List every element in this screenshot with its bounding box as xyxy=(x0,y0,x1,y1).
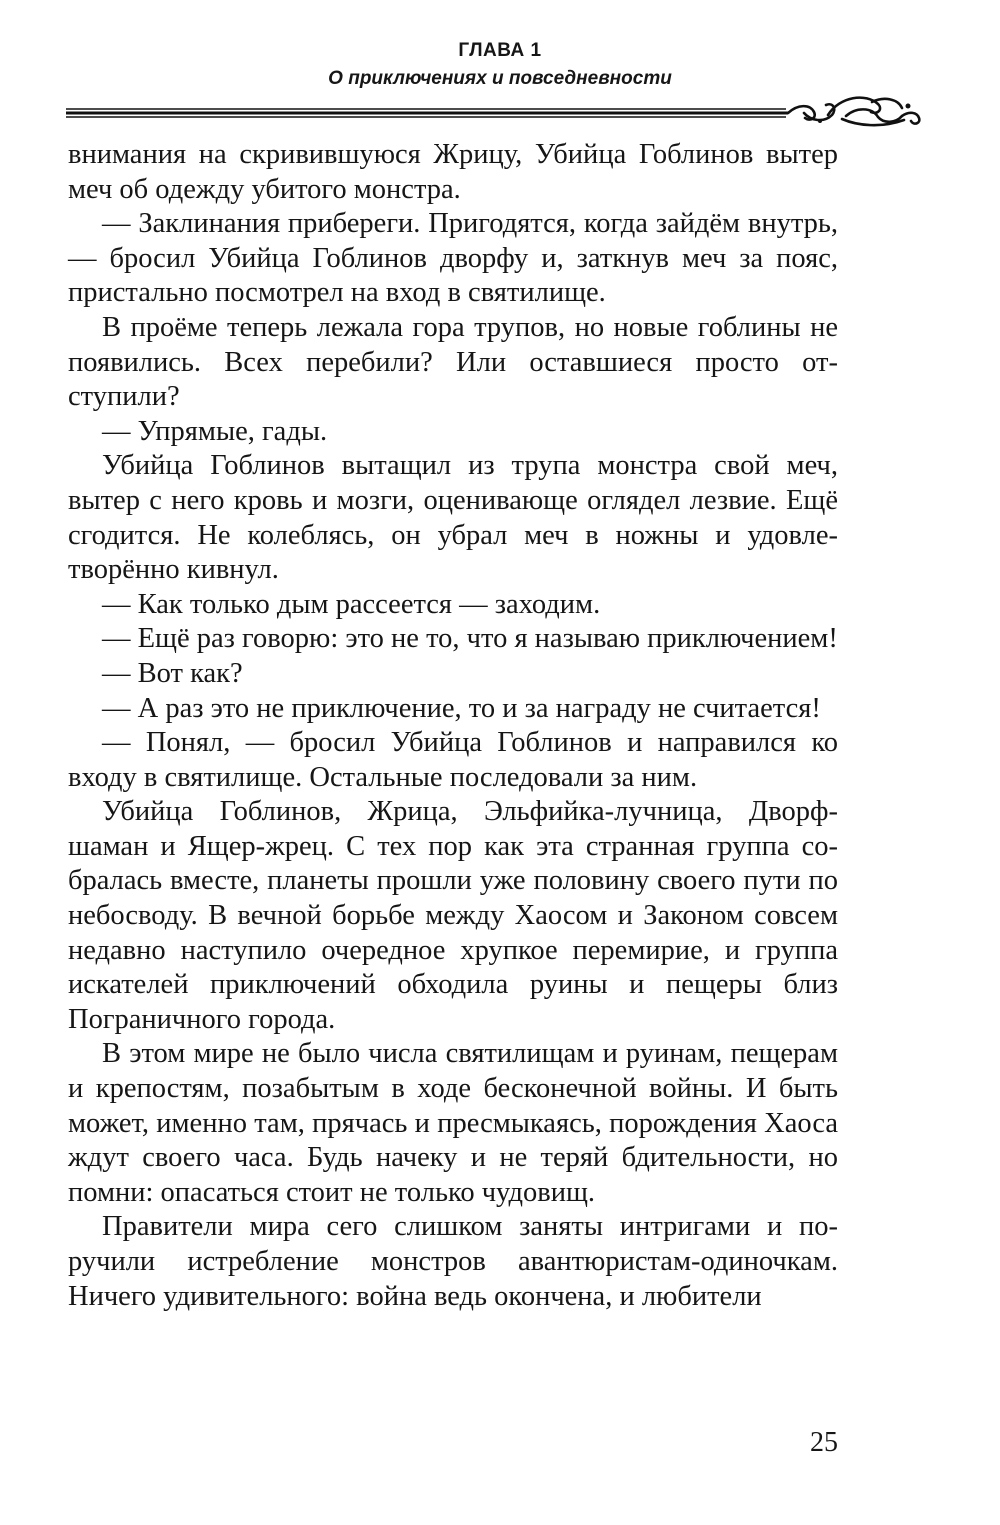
flourish-ornament-icon xyxy=(788,98,919,126)
header-rule-lines xyxy=(66,109,788,117)
running-head xyxy=(0,38,1000,94)
paragraph: В этом мире не было числа святилищам и руинам, пещерам и крепостям, позабытым в ходе бесконечной войны. И быть может, именно там, прячась и пресмыкаясь, порождения Хаоса ждут своего часа. Будь начеку и не теряй бдительности, но помни: опасаться стоит не только чудовищ. xyxy=(68,1038,838,1208)
paragraph: Убийца Гоблинов вытащил из трупа монстра свой меч, вытер с него кровь и мозги, оценивающе оглядел лезвие. Ещё сгодится. Не колеблясь, он убрал меч в ножны и удовлетворённо кивнул. xyxy=(68,450,838,586)
page-number: 25 xyxy=(810,1427,838,1458)
paragraph: — Вот как? xyxy=(102,657,243,689)
chapter-label: ГЛАВА 1 xyxy=(458,40,542,61)
paragraph: Правители мира сего слишком заняты интригами и поручили истребление монстров авантюристам-одиночкам. Ничего удивительного: война ведь окончена, и любители xyxy=(68,1211,838,1312)
paragraph: — Упрямые, гады. xyxy=(102,415,328,447)
paragraph: — А раз это не приключение, то и за награду не считается! xyxy=(102,692,821,724)
paragraph: внимания на скривившуюся Жрицу, Убийца Гоблинов вытер меч об одежду убитого монстра. xyxy=(68,139,838,205)
header-rule xyxy=(66,90,926,134)
paragraph: — Понял, — бросил Убийца Гоблинов и направился ко входу в святилище. Остальные последовали за ним. xyxy=(68,727,838,793)
paragraph: В проёме теперь лежала гора трупов, но новые гоблины не появились. Всех перебили? Или оставшиеся просто отступили? xyxy=(68,311,838,413)
paragraph: — Заклинания прибереги. Пригодятся, когда зайдём внутрь, — бросил Убийца Гоблинов дворфу и, заткнув меч за пояс, пристально посмотрел на вход в святилище. xyxy=(68,208,838,309)
paragraph: — Как только дым рассеется — заходим. xyxy=(102,588,601,620)
paragraph: Убийца Гоблинов, Жрица, Эльфийка-лучница, Дворф-шаман и Ящер-жрец. С тех пор как эта странная группа собралась вместе, планеты прошли уже половину своего пути по небосводу. В вечной борьбе между Хаосом и Законом совсем недавно наступило очередное хрупкое перемирие, и группа искателей приключений обходила руины и пещеры близ Пограничного города. xyxy=(68,796,838,1035)
paragraph: — Ещё раз говорю: это не то, что я называю приключением! xyxy=(102,623,838,655)
chapter-title: О приключениях и повседневности xyxy=(328,68,672,89)
body-text xyxy=(68,138,838,1314)
